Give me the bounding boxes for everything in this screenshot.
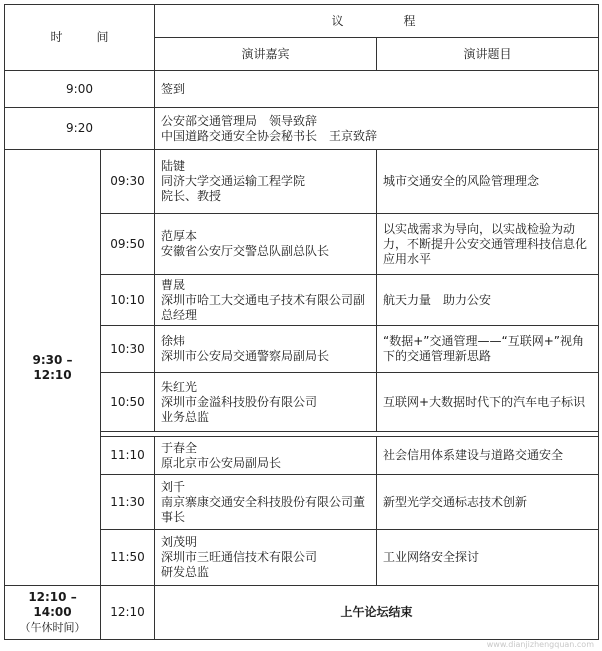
table-row xyxy=(5,150,599,214)
agenda-table xyxy=(4,4,599,640)
header-speaker: 演讲嘉宾 xyxy=(155,38,377,71)
topic-cell: 以实战需求为导向，以实战检验为动力，不断提升公安交通管理科技信息化应用水平 xyxy=(377,214,599,275)
topic-cell: 互联网+大数据时代下的汽车电子标识 xyxy=(377,373,599,432)
session-time: 12:10 xyxy=(101,586,155,640)
topic-cell: 社会信用体系建设与道路交通安全 xyxy=(377,437,599,475)
time-cell: 9:20 xyxy=(5,108,155,150)
header-agenda: 议程 xyxy=(155,5,599,38)
session-time: 10:30 xyxy=(101,326,155,373)
speaker-cell: 朱红光 深圳市金溢科技股份有限公司 业务总监 xyxy=(155,373,377,432)
topic-cell: 工业网络安全探讨 xyxy=(377,530,599,586)
session-time: 10:10 xyxy=(101,275,155,326)
watermark: www.dianjizhengquan.com xyxy=(486,640,594,649)
speaker-cell: 徐炜 深圳市公安局交通警察局副局长 xyxy=(155,326,377,373)
topic-cell: 城市交通安全的风险管理理念 xyxy=(377,150,599,214)
header-time: 时间 xyxy=(5,5,155,71)
speaker-cell: 于春全 原北京市公安局副局长 xyxy=(155,437,377,475)
agenda-cell: 公安部交通管理局 领导致辞 中国道路交通安全协会秘书长 王京致辞 xyxy=(155,108,599,150)
session-time: 11:30 xyxy=(101,475,155,530)
table-row xyxy=(5,71,599,108)
speaker-cell: 曹晟 深圳市哈工大交通电子技术有限公司副总经理 xyxy=(155,275,377,326)
table-row xyxy=(5,586,599,640)
header-row xyxy=(5,5,599,38)
lunch-time-range: 12:10 – 14:00 xyxy=(28,590,77,619)
topic-cell: 航天力量 助力公安 xyxy=(377,275,599,326)
speaker-cell: 刘千 南京寨康交通安全科技股份有限公司董事长 xyxy=(155,475,377,530)
lunch-content: 上午论坛结束 xyxy=(155,586,599,640)
topic-cell: 新型光学交通标志技术创新 xyxy=(377,475,599,530)
session-time: 09:30 xyxy=(101,150,155,214)
speaker-cell: 陆键 同济大学交通运输工程学院 院长、教授 xyxy=(155,150,377,214)
lunch-note: （午休时间） xyxy=(19,621,86,634)
speaker-cell: 范厚本 安徽省公安厅交警总队副总队长 xyxy=(155,214,377,275)
header-topic: 演讲题目 xyxy=(377,38,599,71)
session-time: 09:50 xyxy=(101,214,155,275)
time-range-cell: 9:30 – 12:10 xyxy=(5,150,101,586)
session-time: 11:10 xyxy=(101,437,155,475)
agenda-cell: 签到 xyxy=(155,71,599,108)
lunch-time-cell xyxy=(5,586,101,640)
session-time: 11:50 xyxy=(101,530,155,586)
topic-cell: “数据+”交通管理——“互联网+”视角下的交通管理新思路 xyxy=(377,326,599,373)
speaker-cell: 刘茂明 深圳市三旺通信技术有限公司 研发总监 xyxy=(155,530,377,586)
table-row xyxy=(5,108,599,150)
time-cell: 9:00 xyxy=(5,71,155,108)
session-time: 10:50 xyxy=(101,373,155,432)
